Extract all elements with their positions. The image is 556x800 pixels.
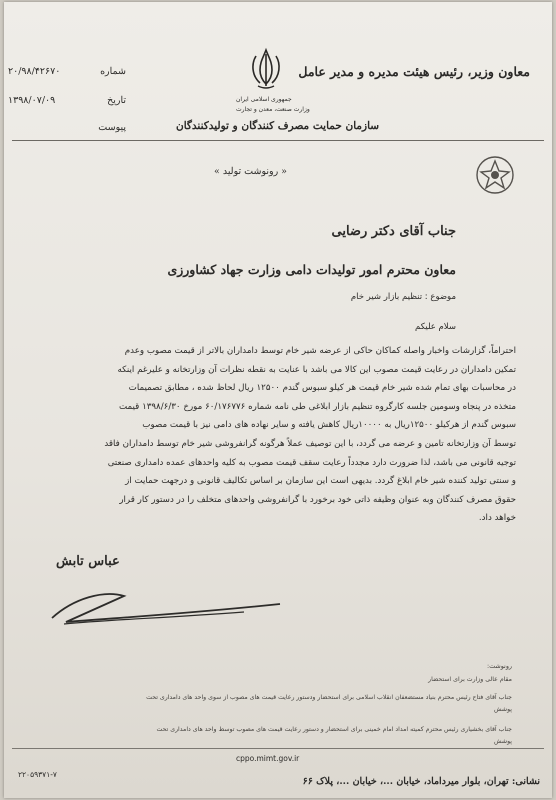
cc-item: جناب آقای فتاح رئیس محترم بنیاد مستضعفان انقلاب اسلامی برای استحضار ودستور رعایت قیمت های مصوب از سوی واحد های دامداری تحت bbox=[146, 694, 512, 701]
body-line: متخذه در پنجاه وسومین جلسه کارگروه تنظیم بازار ابلاغی طی نامه شماره ۶۰/۱۷۶۷۷۶ مورخ ۱۳۹۸/۶/۳۰ قیمت bbox=[118, 401, 516, 412]
cc-item: مقام عالی وزارت برای استحضار bbox=[428, 676, 512, 683]
body-line: احتراماً، گزارشات واخبار واصله کماکان حاکی از عرضه شیر خام توسط دامداران بالاتر از قیمت مصوب وعدم bbox=[124, 346, 516, 356]
organization-name: سازمان حمایت مصرف کنندگان و تولیدکنندگان bbox=[176, 120, 380, 132]
body-line: توجیه قانونی می باشد، لذا ضرورت دارد مجدداً رعایت سقف قیمت مصوب به کلیه واحدهای عمده دامداری صنعتی bbox=[107, 457, 516, 468]
date-label: تاریخ bbox=[107, 95, 126, 106]
signature-scrawl bbox=[44, 574, 284, 634]
letter-body bbox=[52, 342, 516, 528]
cc-item: جناب آقای بخشیاری رئیس محترم کمیته امداد امام خمینی برای استحضار و دستور رعایت قیمت های مصوب توسط واحد های دامداری تحت bbox=[156, 726, 512, 733]
body-line: خواهد داد. bbox=[478, 513, 516, 524]
phone-number: ۲۲۰۵۹۳۷۱-۷ bbox=[18, 770, 57, 779]
ministry-label: وزارت صنعت، معدن و تجارت bbox=[236, 106, 310, 113]
body-line: و سنتی تولید کننده شیر خام ابلاغ گردد. بدیهی است این سازمان بر اساس تکالیف قانونی و درجهت حمایت از bbox=[125, 476, 516, 487]
organization-logo-icon bbox=[474, 154, 516, 196]
greeting: سلام علیکم bbox=[415, 322, 456, 332]
date-value: ۱۳۹۸/۰۷/۰۹ bbox=[8, 95, 56, 106]
cc-item: پوشش bbox=[494, 706, 512, 713]
body-line: تمکین دامداران در رعایت قیمت مصوب این کالا می باشد با عنایت به نقطه نظرات آن وزارتخانه و علیرغم اینکه bbox=[117, 364, 516, 375]
cc-item: پوشش bbox=[494, 738, 512, 745]
sender-title: معاون وزیر، رئیس هیئت مدیره و مدیر عامل bbox=[298, 64, 530, 79]
website-url: cppo.mimt.gov.ir bbox=[236, 754, 300, 763]
body-line: سبوس گندم از هرکیلو ۱۲۵۰۰ریال به ۱۰۰۰۰ریال کاهش یافته و سایر نهاده های دامی نیز با قیمت مصوب bbox=[142, 420, 516, 431]
attachment-label: پیوست bbox=[98, 122, 126, 133]
number-label: شماره bbox=[100, 66, 126, 77]
body-line: حقوق مصرف کنندگان وبه عنوان وظیفه ذاتی خود برخورد با گرانفروشی واحدهای متخلف را در دستور کار قرار bbox=[119, 494, 516, 505]
footer-divider bbox=[12, 748, 544, 749]
republic-label: جمهوری اسلامی ایران bbox=[236, 96, 292, 103]
cc-title: رونوشت: bbox=[486, 662, 512, 670]
postal-address: نشانی: تهران، بلوار میرداماد، خیابان ...، خیابان ...، پلاک ۶۶ bbox=[302, 776, 540, 787]
recipient-name: جناب آقای دکتر رضایی bbox=[331, 224, 456, 239]
header-divider bbox=[12, 140, 544, 141]
body-line: توسط آن وزارتخانه تامین و عرضه می گردد، با این توصیف عملاً هرگونه گرانفروشی شیر خام توسط دامداران فاقد bbox=[104, 438, 516, 449]
subject-line: موضوع : تنظیم بازار شیر خام bbox=[350, 292, 456, 302]
signatory-name: عباس تابش bbox=[56, 554, 120, 569]
body-line: در محاسبات بهای تمام شده شیر خام قیمت هر کیلو سبوس گندم ۱۲۵۰۰ ریال لحاظ شده ، مطابق تصمیمات bbox=[128, 383, 516, 394]
iran-emblem-icon bbox=[246, 46, 286, 90]
recipient-title: معاون محترم امور تولیدات دامی وزارت جهاد کشاورزی bbox=[167, 262, 456, 277]
letter-page bbox=[4, 2, 552, 798]
number-value: ۲۰/۹۸/۴۲۶۷۰ bbox=[8, 66, 61, 77]
copy-note: « رونوشت تولید » bbox=[214, 166, 287, 177]
